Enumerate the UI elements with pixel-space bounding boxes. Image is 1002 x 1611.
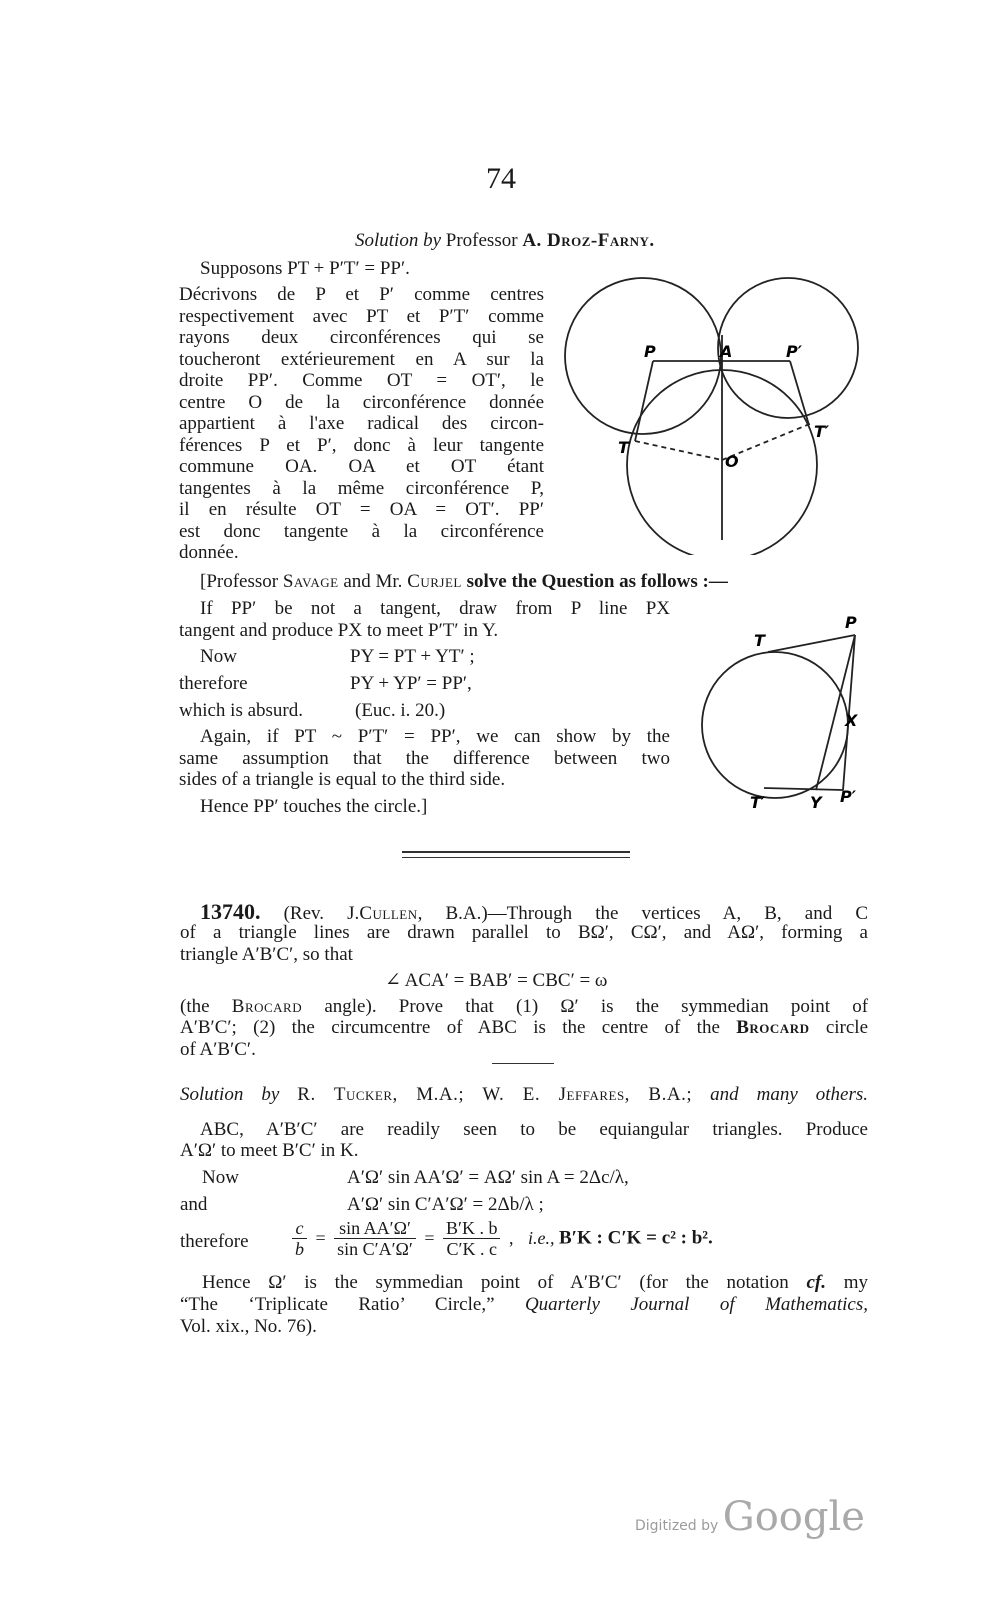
l5-close: angle). Prove that (1) Ω′ is the symmedian point of (324, 996, 869, 1017)
figure-tangent-circle (690, 610, 870, 820)
label-p-prime: P′ (786, 342, 802, 361)
hence-text: Hence Ω′ is the symmedian point of A′B′C′ (for the notation (202, 1272, 789, 1293)
figure-two-circles (560, 275, 870, 555)
para-line: il en résulte OT = OA = OT′. PP′ (179, 499, 544, 520)
label-p: P (644, 342, 656, 361)
frac-num: c (292, 1218, 307, 1239)
para-line: respectivement avec PT et P′T′ comme (179, 305, 544, 327)
hence-touches: Hence PP′ touches the circle.] (200, 796, 428, 817)
label-t: T (754, 631, 765, 650)
label-y: Y (810, 793, 822, 812)
circle (702, 652, 848, 798)
para-line: tangentes à la même circonférence P, (179, 477, 544, 499)
line-pt (635, 361, 653, 441)
and-many-others: and many others. (710, 1084, 869, 1105)
google-logo-text: Google (722, 1494, 865, 1540)
label-t-prime: T′ (814, 422, 830, 441)
author-name: A. Droz-Farny. (522, 230, 655, 251)
now-label-2: Now (202, 1167, 239, 1188)
para-line: droite PP′. Comme OT = OT′, le (179, 370, 544, 391)
google-watermark (635, 1494, 865, 1540)
digitized-by-text: Digitized by (635, 1518, 719, 1534)
alt-solution-intro (200, 571, 728, 592)
label-a: A (720, 342, 733, 361)
question-line-5 (180, 996, 868, 1017)
euclid-ref: (Euc. i. 20.) (355, 700, 446, 721)
question-author-name: Cullen (359, 903, 418, 924)
question-line-2: of a triangle lines are drawn parallel to BΩ′, CΩ′, and AΩ′, forming a (180, 922, 868, 943)
l6-close: circle (825, 1017, 869, 1038)
label-p-prime: P′ (840, 787, 856, 806)
solution-heading-1 (355, 230, 655, 252)
therefore-label: therefore (179, 673, 248, 694)
label-p: P (845, 613, 857, 632)
fraction-equation (288, 1218, 713, 1259)
para-line: commune OA. OA et OT étant (179, 456, 544, 477)
french-paragraph (179, 284, 544, 564)
question-author-close: , B.A.)—Through the vertices A, B, and C (417, 903, 868, 924)
alt-line-2: tangent and produce PX to meet P′T′ in Y. (179, 620, 499, 641)
now-equation-2: A′Ω′ sin AA′Ω′ = AΩ′ sin A = 2Δc/λ, (347, 1167, 629, 1188)
para-line: donnée. (179, 542, 239, 563)
line-t-prime-p-prime (764, 788, 843, 790)
hence-line-1 (202, 1272, 868, 1293)
fraction-sines (334, 1218, 416, 1259)
para-line: rayons deux circonférences qui se (179, 327, 544, 348)
fraction-segments (443, 1218, 500, 1259)
para-line: sides of a triangle is equal to the third side. (179, 769, 506, 790)
separator-rule-top (402, 851, 630, 853)
para-line: same assumption that the difference between two (179, 747, 670, 769)
l6-open: A′B′C′; (2) the circumcentre of ABC is the centre of the (180, 1017, 720, 1038)
now-equation: PY = PT + YT′ ; (350, 646, 475, 667)
equals-sign: = (315, 1228, 326, 1248)
question-number: 13740. (200, 899, 261, 924)
cf-abbrev: cf. (806, 1272, 826, 1293)
author-title: Professor (445, 230, 518, 251)
my-word: my (843, 1272, 868, 1293)
hence-line-3: Vol. xix., No. 76). (180, 1316, 317, 1337)
frac-den: C′K . c (446, 1239, 497, 1259)
short-rule (492, 1063, 554, 1064)
para-line: Décrivons de P et P′ comme centres (179, 284, 544, 305)
solution-by-label: Solution by (180, 1084, 280, 1105)
question-equation: ∠ ACA′ = BAB′ = CBC′ = ω (385, 970, 608, 991)
question-line-7: of A′B′C′. (180, 1039, 256, 1060)
para-line: appartient à l'axe radical des circon- (179, 413, 544, 434)
para-line: Again, if PT ~ P′T′ = PP′, we can show by the (200, 726, 670, 747)
solution2-line-2: A′Ω′ to meet B′C′ in K. (180, 1140, 359, 1161)
frac-den: sin C′A′Ω′ (337, 1239, 413, 1259)
name-curjel: Curjel (407, 571, 462, 592)
therefore-label-2: therefore (180, 1231, 249, 1252)
paper-title: “The ‘Triplicate Ratio’ Circle,” (180, 1294, 495, 1315)
question-author-open: (Rev. J. (283, 903, 360, 924)
solution-by-label: Solution by (355, 230, 442, 251)
line-pt (768, 635, 855, 652)
intro-open: [Professor (200, 571, 279, 592)
frac-num: sin AA′Ω′ (334, 1218, 416, 1239)
question-line-6 (180, 1017, 868, 1038)
label-o: O (725, 452, 739, 471)
solution-heading-2 (180, 1084, 868, 1105)
absurd-text: which is absurd. (179, 700, 304, 721)
now-label: Now (200, 646, 237, 667)
frac-num: B′K . b (443, 1218, 500, 1239)
ie-label: i.e., (527, 1228, 555, 1248)
para-line: est donc tangente à la circonférence (179, 520, 544, 542)
name-savage: Savage (282, 571, 339, 592)
question-line-3: triangle A′B′C′, so that (180, 944, 353, 965)
para-line: centre O de la circonférence donnée (179, 391, 544, 413)
comma: , (508, 1228, 514, 1248)
brocard-name: Brocard (231, 996, 303, 1017)
line-pt-prime (790, 361, 809, 425)
ratio-result: B′K : C′K = c² : b². (558, 1227, 713, 1249)
and-equation: A′Ω′ sin C′A′Ω′ = 2Δb/λ ; (347, 1194, 544, 1215)
l5-open: (the (180, 996, 210, 1017)
question-line-1 (200, 901, 868, 924)
label-t-prime: T′ (750, 793, 766, 812)
therefore-equation: PY + YP′ = PP′, (350, 673, 472, 694)
circle-p (565, 278, 721, 434)
dashed-ot (635, 441, 722, 460)
intro-close: solve the Question as follows :— (466, 571, 728, 592)
and-mr: and Mr. (343, 571, 403, 592)
brocard-name-2: Brocard (736, 1017, 810, 1038)
frac-den: b (295, 1239, 304, 1259)
and-label: and (180, 1194, 208, 1215)
page-number: 74 (486, 162, 516, 195)
solution2-line-1: ABC, A′B′C′ are readily seen to be equiangular triangles. Produce (200, 1119, 868, 1140)
label-x: X (845, 711, 858, 730)
journal-name: Quarterly Journal of Mathematics, (524, 1294, 868, 1315)
separator-rule-bottom (402, 857, 630, 858)
again-paragraph (179, 726, 670, 791)
alt-line-1: If PP′ be not a tangent, draw from P line PX (200, 598, 670, 619)
supposons-line: Supposons PT + P′T′ = PP′. (200, 258, 410, 279)
solution-authors: R. Tucker, M.A.; W. E. Jeffares, B.A.; (297, 1084, 693, 1105)
para-line: toucheront extérieurement en A sur la (179, 348, 544, 370)
hence-line-2 (180, 1294, 868, 1315)
equals-sign: = (424, 1228, 435, 1248)
fraction-c-over-b (292, 1218, 307, 1259)
para-line: férences P et P′, donc à leur tangente (179, 434, 544, 456)
label-t: T (618, 438, 629, 457)
